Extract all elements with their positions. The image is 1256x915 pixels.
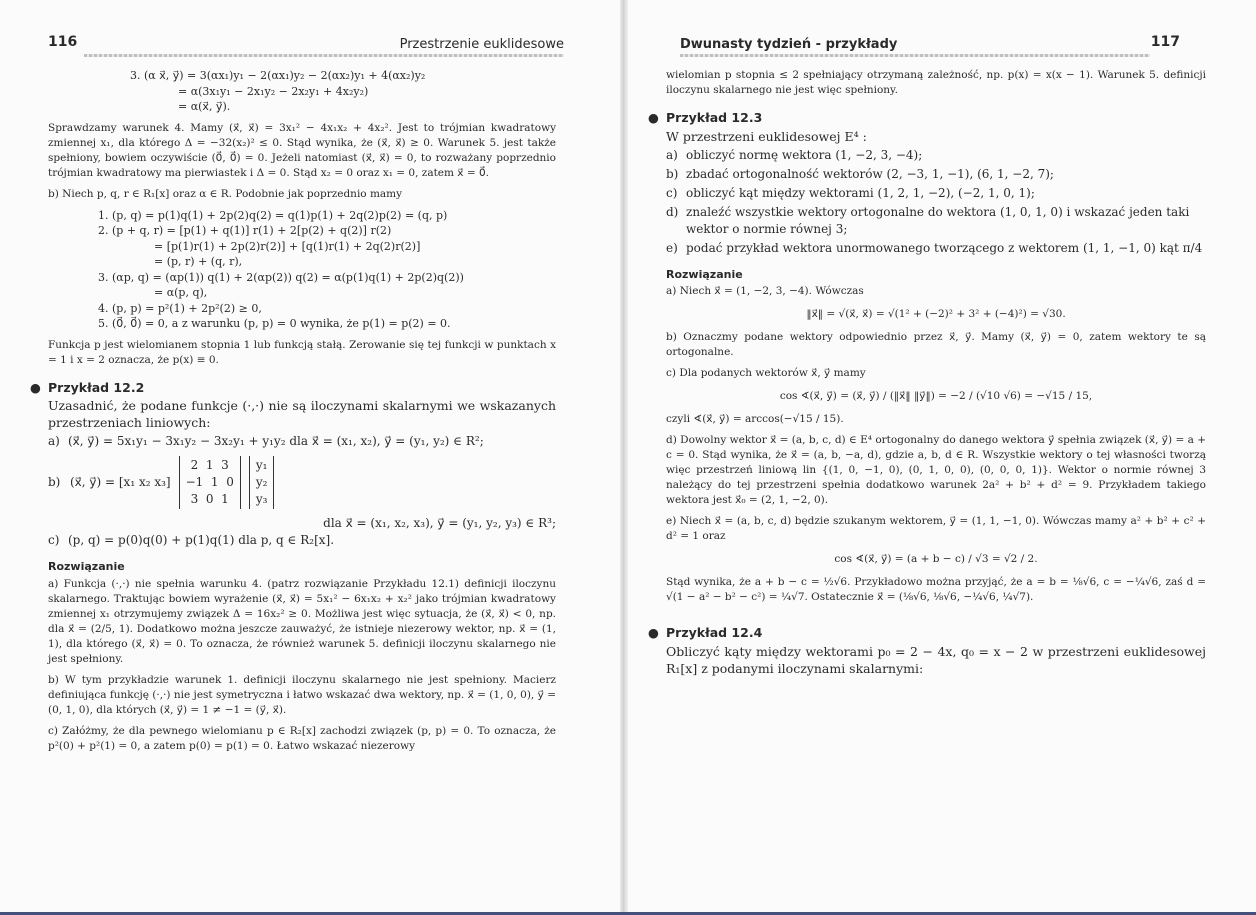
list-item: e) podać przykład wektora unormowanego tworzącego z wektorem (1, 1, −1, 0) kąt π/4 <box>666 240 1203 255</box>
right-running-header <box>680 34 1180 56</box>
equation-line: 3. (αp, q) = (αp(1)) q(1) + 2(αp(2)) q(2) = α(p(1)q(1) + 2p(2)q(2)) <box>98 270 464 284</box>
solution-heading: Rozwiązanie <box>666 267 743 281</box>
solution-e: e) Niech x⃗ = (a, b, c, d) będzie szukanym wektorem, y⃗ = (1, 1, −1, 0). Wówczas mamy a² + b² + c² + d² = 1 oraz <box>666 515 1206 542</box>
example-12-3-heading: ● Przykład 12.3 <box>648 110 763 125</box>
equation-line: 5. (0⃗, 0⃗) = 0, a z warunku (p, p) = 0 wynika, że p(1) = p(2) = 0. <box>98 317 451 330</box>
bullet-icon: ● <box>30 379 41 395</box>
right-text-column <box>648 68 1206 679</box>
solution-c: c) Załóżmy, że dla pewnego wielomianu p ∈ R₂[x] zachodzi związek (p, p) = 0. To oznacza, że p²(0) + p²(1) = 0, a zatem p(0) = p(1) = 0. Łatwo wskazać niezerowy <box>48 724 556 752</box>
equation-line: = α(p, q), <box>154 286 208 299</box>
list-item: c) obliczyć kąt między wektorami (1, 2, 1, −2), (−2, 1, 0, 1); <box>666 185 1035 200</box>
list-item: d) znaleźć wszystkie wektory ortogonalne do wektora (1, 0, 1, 0) i wskazać jeden taki wektor o normie równej 3; <box>666 204 1190 236</box>
equation-line: 2. (p + q, r) = [p(1) + q(1)] r(1) + 2[p(2) + q(2)] r(2) <box>98 224 392 237</box>
example-12-4-intro: Obliczyć kąty między wektorami p₀ = 2 − 4x, q₀ = x − 2 w przestrzeni euklidesowej R₁[x] z podanymi iloczynami skalarnymi: <box>666 643 1206 676</box>
solution-b: b) Oznaczmy podane wektory odpowiednio przez x⃗, y⃗. Mamy (x⃗, y⃗) = 0, zatem wektory te są ortogonalne. <box>666 331 1206 358</box>
b-equations <box>48 208 556 332</box>
equation-line: = (p, r) + (q, r), <box>154 255 243 268</box>
paragraph-funkcja: Funkcja p jest wielomianem stopnia 1 lub funkcją stałą. Zerowanie się tej funkcji w punktach x = 1 i x = 2 oznacza, że p(x) ≡ 0. <box>48 338 556 366</box>
equation-line: 4. (p, p) = p²(1) + 2p²(2) ≥ 0, <box>98 301 262 315</box>
equation-line: 3. (α x⃗, y⃗) = 3(αx₁)y₁ − 2(αx₁)y₂ − 2(αx₂)y₁ + 4(αx₂)y₂ <box>130 69 426 82</box>
left-page-number: 116 <box>48 34 78 50</box>
left-page <box>0 0 620 915</box>
item-b-tail: dla x⃗ = (x₁, x₂, x₃), y⃗ = (y₁, y₂, y₃) ∈ R³; <box>323 516 556 530</box>
example-12-2-heading: ● Przykład 12.2 <box>30 379 145 395</box>
book-spine <box>620 0 628 915</box>
example-12-4-heading: ● Przykład 12.4 <box>648 625 763 640</box>
vector-y: y₁ y₂ y₃ <box>249 456 275 509</box>
right-page-number: 117 <box>1150 34 1180 50</box>
right-running-title: Dwunasty tydzień - przykłady <box>680 37 898 52</box>
bullet-icon: ● <box>648 110 659 125</box>
solution-c-equation: cos ∢(x⃗, y⃗) = (x⃗, y⃗) / (‖x⃗‖ ‖y⃗‖) = −2 / (√10 √6) = −√15 / 15, <box>779 390 1093 402</box>
item-b-lhs: (x⃗, y⃗) = [x₁ x₂ x₃] <box>70 475 171 489</box>
paragraph-warunek4: Sprawdzamy warunek 4. Mamy (x⃗, x⃗) = 3x₁² − 4x₁x₂ + 4x₂². Jest to trójmian kwadratowy zmiennej x₁, dla którego Δ = −32(x₂)² ≤ 0. Stąd wynika, że (x⃗, x⃗) ≥ 0. Warunek 5. jest także spełniony, bowiem oczywiście (0⃗, 0⃗) = 0. Jeżeli natomiast (x⃗, x⃗) = 0, to rozważany poprzednio trójmian kwadratowy ma pierwiastek i Δ = 0. Stąd x₂ = 0 oraz x₁ = 0, zatem x⃗ = 0⃗. <box>48 121 556 179</box>
right-page <box>628 0 1256 915</box>
example-12-3-intro: W przestrzeni euklidesowej E⁴ : <box>666 128 867 144</box>
left-text-column <box>30 68 556 760</box>
equation-line: 1. (p, q) = p(1)q(1) + 2p(2)q(2) = q(1)p(1) + 2q(2)p(2) = (q, p) <box>98 208 448 222</box>
paragraph-b-intro: b) Niech p, q, r ∈ R₁[x] oraz α ∈ R. Podobnie jak poprzednio mamy <box>48 187 403 200</box>
solution-b: b) W tym przykładzie warunek 1. definicji iloczynu skalarnego nie jest spełniony. Macierz definiująca funkcję (·,·) nie jest symetryczna i łatwo wskazać dwa wektory, np. x⃗ = (1, 0, 0), y⃗ = (0, 1, 0), dla których (x⃗, y⃗) = 1 ≠ −1 = (y⃗, x⃗). <box>48 673 556 716</box>
example-12-2-intro: Uzasadnić, że podane funkcje (·,·) nie są iloczynami skalarnymi we wskazanych przestrzeniach liniowych: <box>48 398 556 430</box>
equation-line: = α(3x₁y₁ − 2x₁y₂ − 2x₂y₁ + 4x₂y₂) <box>178 84 369 98</box>
solution-d: d) Dowolny wektor x⃗ = (a, b, c, d) ∈ E⁴ ortogonalny do danego wektora y⃗ spełnia związek (x⃗, y⃗) = a + c = 0. Stąd wynika, że x⃗ = (a, b, −a, d), gdzie a, b, d ∈ R. Wszystkie wektory o tej własności tworzą więc przestrzeń liniową lin {(1, 0, −1, 0), (0, 1, 0, 0), (0, 0, 0, 1)}. Wektor o normie równej 3 należący do tej przestrzeni spełnia dodatkowo warunek 2a² + b² + d² = 9. Przykładem takiego wektora jest x⃗₀ = (2, 1, −2, 0). <box>666 434 1206 506</box>
solution-a: a) Niech x⃗ = (1, −2, 3, −4). Wówczas <box>666 285 864 297</box>
left-running-title: Przestrzenie euklidesowe <box>399 37 564 52</box>
solution-c-equation-2: czyli ∢(x⃗, y⃗) = arccos(−√15 / 15). <box>666 413 844 425</box>
example-12-3-items <box>666 147 1206 257</box>
example-item-c: c) (p, q) = p(0)q(0) + p(1)q(1) dla p, q ∈ R₂[x]. <box>48 533 335 547</box>
header-rule <box>84 54 564 57</box>
example-item-b: b) (x⃗, y⃗) = [x₁ x₂ x₃] 2 1 3 −1 1 0 3 0 1 y₁ y₂ y₃ <box>48 456 556 509</box>
solution-e-end: Stąd wynika, że a + b − c = ½√6. Przykładowo można przyjąć, że a = b = ⅛√6, c = −¼√6, zaś d = √(1 − a² − b² − c²) = ¼√7. Ostatecznie x⃗ = (⅛√6, ⅛√6, −¼√6, ¼√7). <box>666 576 1206 603</box>
solution-a-equation: ‖x⃗‖ = √(x⃗, x⃗) = √(1² + (−2)² + 3² + (−4)²) = √30. <box>806 308 1066 320</box>
matrix: 2 1 3 −1 1 0 3 0 1 <box>179 456 241 509</box>
solution-e-equation: cos ∢(x⃗, y⃗) = (a + b − c) / √3 = √2 / 2. <box>834 553 1038 565</box>
equation-line: = [p(1)r(1) + 2p(2)r(2)] + [q(1)r(1) + 2q(2)r(2)] <box>154 239 421 253</box>
bullet-icon: ● <box>648 625 659 640</box>
left-running-header <box>48 34 564 56</box>
list-item: b) zbadać ortogonalność wektorów (2, −3, 1, −1), (6, 1, −2, 7); <box>666 166 1054 181</box>
list-item: a) obliczyć normę wektora (1, −2, 3, −4); <box>666 147 923 162</box>
continuation-paragraph: wielomian p stopnia ≤ 2 spełniający otrzymaną zależność, np. p(x) = x(x − 1). Warunek 5. definicji iloczynu skalarnego nie jest więc spełniony. <box>666 69 1206 96</box>
example-item-a: a) (x⃗, y⃗) = 5x₁y₁ − 3x₁y₂ − 3x₂y₁ + y₁y₂ dla x⃗ = (x₁, x₂), y⃗ = (y₁, y₂) ∈ R²; <box>48 434 484 448</box>
equation-line: = α(x⃗, y⃗). <box>178 100 231 113</box>
solution-heading: Rozwiązanie <box>48 560 125 573</box>
top-equations <box>48 68 556 115</box>
header-rule <box>680 54 1150 57</box>
solution-a: a) Funkcja (·,·) nie spełnia warunku 4. (patrz rozwiązanie Przykładu 12.1) definicji iloczynu skalarnego. Traktując bowiem wyrażenie (x⃗, x⃗) = 5x₁² − 6x₁x₂ + x₂² jako trójmian kwadratowy zmiennej x₁ otrzymujemy związek Δ = 16x₂² ≥ 0. Możliwa jest więc sytuacja, że (x⃗, x⃗) < 0, np. dla x⃗ = (2/5, 1). Dodatkowo można jeszcze zauważyć, że istnieje niezerowy wektor, np. x⃗ = (1, 1), dla którego (x⃗, x⃗) = 0. To oznacza, że również warunek 5. definicji iloczynu skalarnego nie jest spełniony. <box>48 577 556 665</box>
solution-c: c) Dla podanych wektorów x⃗, y⃗ mamy <box>666 367 866 379</box>
